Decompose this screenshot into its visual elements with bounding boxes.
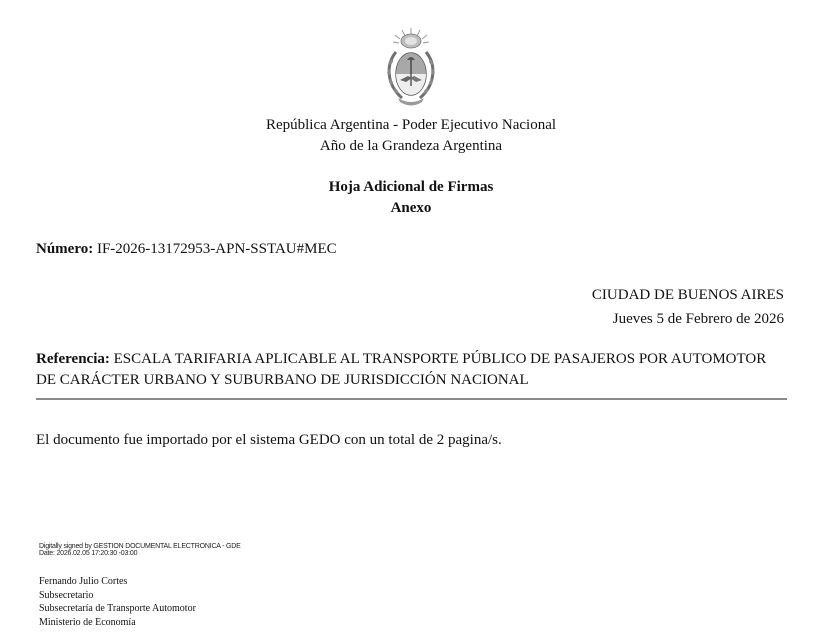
page-subtitle: Anexo [390, 200, 432, 216]
reference-text: ESCALA TARIFARIA APLICABLE AL TRANSPORTE PÚBLICO DE PASAJEROS POR AUTOMOTOR DE CARÁCTER URBANO Y SUBURBANO DE JURISDICCIÓN NACIONAL [36, 351, 767, 388]
body-text: El documento fue importado por el sistema GEDO con un total de 2 pagina/s. [36, 432, 502, 448]
divider [36, 398, 787, 400]
signer-block [39, 575, 196, 629]
document-number-label: Número: [36, 241, 94, 257]
page-title: Hoja Adicional de Firmas [328, 179, 494, 195]
document-number [36, 240, 337, 258]
coat-of-arms-argentina-icon [382, 26, 440, 110]
digital-signature-signer: Digitally signed by GESTION DOCUMENTAL ELECTRONICA - GDE [39, 543, 241, 550]
place-city: CIUDAD DE BUENOS AIRES [591, 287, 784, 303]
reference-label: Referencia: [36, 351, 110, 367]
document-date: Jueves 5 de Febrero de 2026 [612, 311, 784, 327]
signer-name: Fernando Julio Cortes [39, 576, 128, 587]
signer-position: Subsecretario [39, 589, 94, 601]
header-year-line: Año de la Grandeza Argentina [319, 138, 503, 154]
digital-signature-stamp [39, 543, 241, 557]
signer-ministry: Ministerio de Economía [39, 616, 136, 628]
digital-signature-date: Date: 2026.02.05 17:20:30 -03:00 [39, 550, 138, 557]
header-country-line: República Argentina - Poder Ejecutivo Nacional [265, 117, 557, 133]
reference-block [36, 349, 776, 391]
signer-office: Subsecretaría de Transporte Automotor [39, 603, 196, 615]
document-number-value: IF-2026-13172953-APN-SSTAU#MEC [96, 241, 337, 257]
